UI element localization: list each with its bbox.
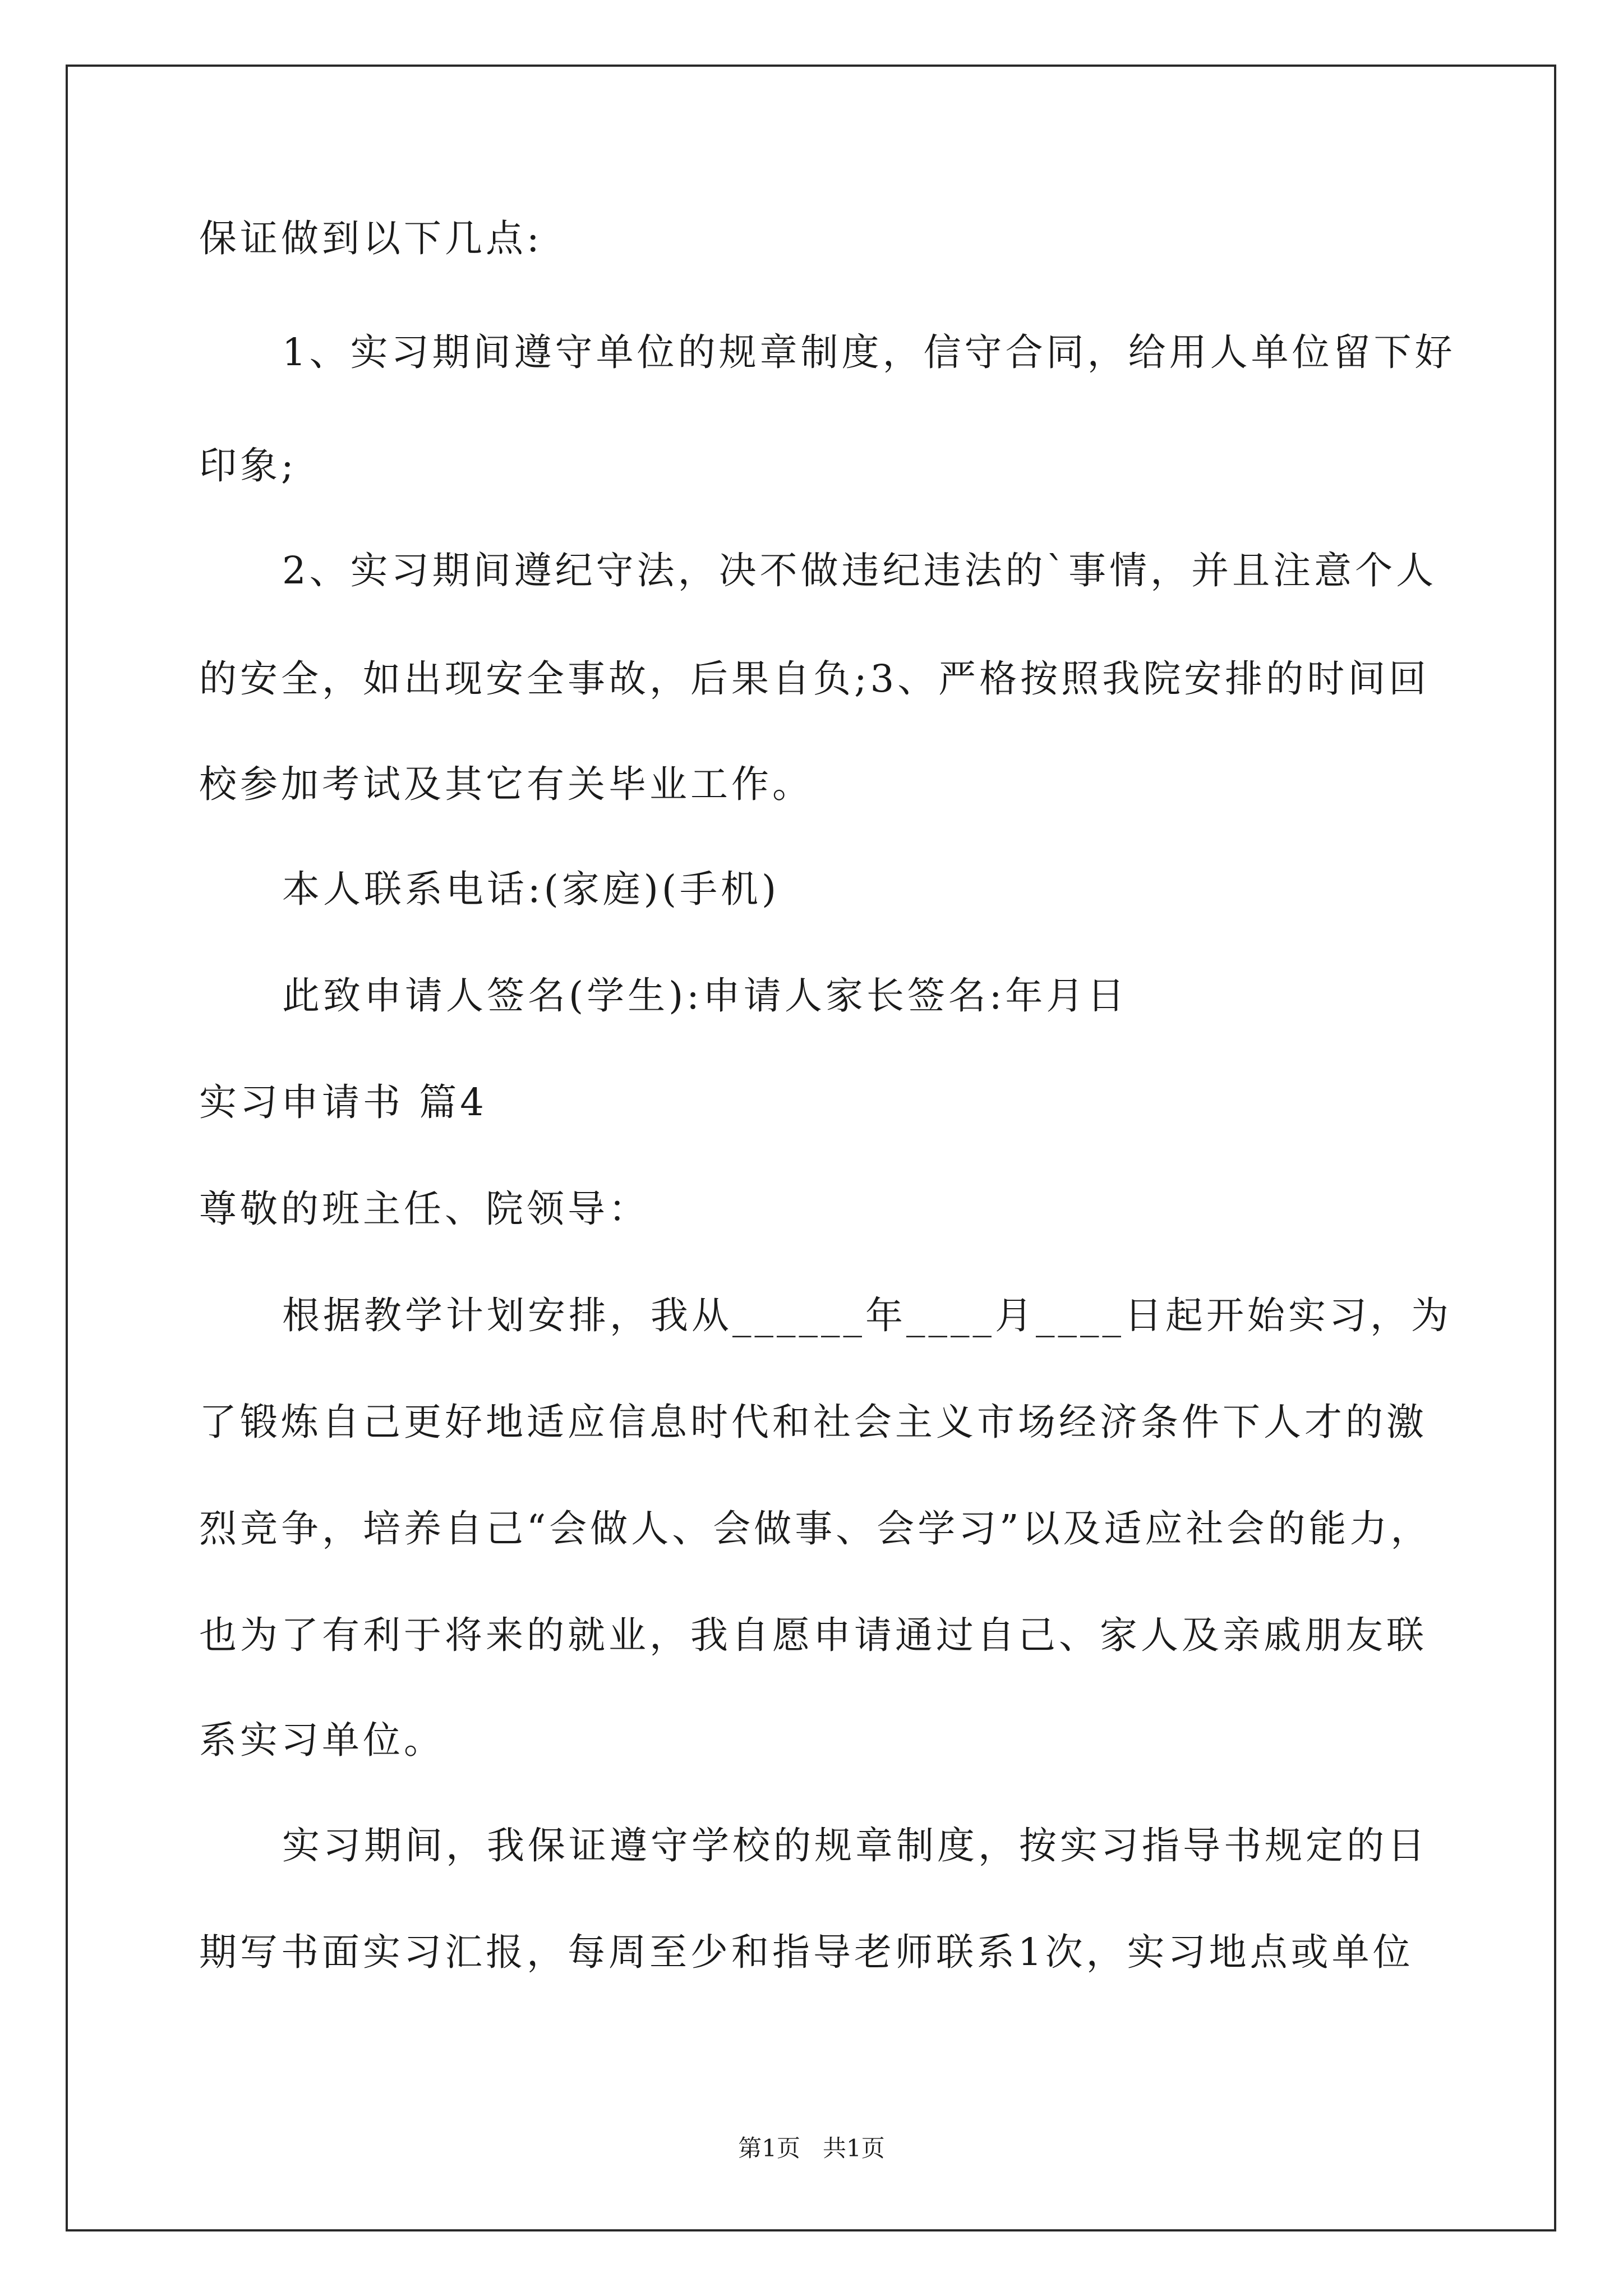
text-line: 校参加考试及其它有关毕业工作。 — [199, 762, 813, 806]
text-line: 了锻炼自己更好地适应信息时代和社会主义市场经济条件下人才的激 — [199, 1400, 1427, 1444]
text-line: 2、实习期间遵纪守法，决不做违纪违法的`事情，并且注意个人 — [282, 549, 1437, 592]
text-line: 本人联系电话:(家庭)(手机) — [282, 867, 780, 911]
text-line: 根据教学计划安排，我从______年____月____日起开始实习，为 — [282, 1294, 1452, 1337]
text-line: 系实习单位。 — [199, 1718, 445, 1762]
section-heading: 实习申请书 篇4 — [199, 1080, 487, 1124]
text-line: 烈竞争，培养自己“会做人、会做事、会学习”以及适应社会的能力， — [199, 1507, 1432, 1550]
text-line: 印象; — [199, 444, 297, 487]
text-line: 实习期间，我保证遵守学校的规章制度，按实习指导书规定的日 — [282, 1824, 1428, 1867]
text-line: 期写书面实习汇报，每周至少和指导老师联系1次，实习地点或单位 — [199, 1930, 1414, 1974]
text-line: 也为了有利于将来的就业，我自愿申请通过自己、家人及亲戚朋友联 — [199, 1613, 1427, 1657]
page-frame — [66, 65, 1556, 2231]
text-line: 保证做到以下几点: — [199, 217, 543, 260]
page-number-footer: 第1页 共1页 — [738, 2134, 885, 2162]
text-line: 1、实习期间遵守单位的规章制度，信守合同，给用人单位留下好 — [282, 330, 1456, 374]
salutation: 尊敬的班主任、院领导： — [199, 1187, 649, 1231]
text-line: 此致申请人签名(学生):申请人家长签名:年月日 — [282, 974, 1128, 1018]
text-line: 的安全，如出现安全事故，后果自负;3、严格按照我院安排的时间回 — [199, 657, 1430, 701]
